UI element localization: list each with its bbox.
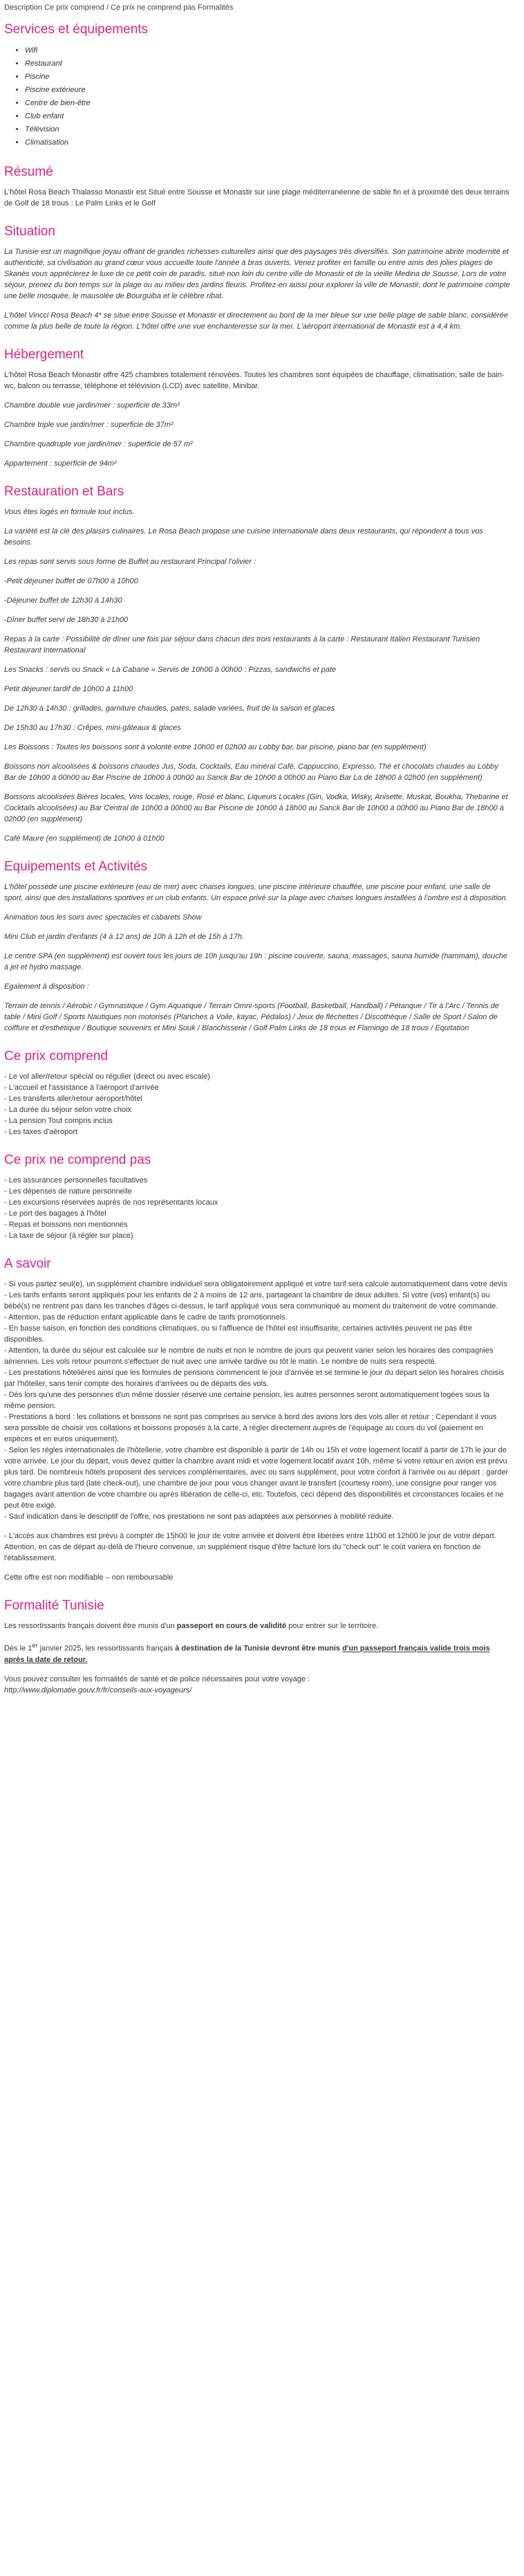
list-item: • Piscine extérieure [25, 84, 512, 97]
bold-text: passeport en cours de validité [176, 1622, 287, 1630]
list-item: - Le port des bagages à l'hôtel [4, 1209, 106, 1218]
resume-text: L'hôtel Rosa Beach Thalasso Monastir est Situé entre Sousse et Monastir sur une plage méditerranéenne de sable fin et à proximité des deux terrains de Golf de 18 trous : Le Palm Links et le Golf [4, 188, 509, 208]
hebergement-title: Hébergement [4, 347, 84, 362]
restauration-paragraph: Les Boissons : Toutes les boissons sont à volonté entre 10h00 et 02h00 au Lobby bar, bar piscine, piano bar (en supplément) [4, 743, 427, 751]
comprend-title: Ce prix comprend [4, 1049, 108, 1063]
text-span: pour entrer sur le territoire. [286, 1622, 379, 1630]
savoir-item: - Dès lors qu'une des personnes d'un même dossier réserve une certaine pension, les autres personnes seront automatiquement logées sous la même pension. [4, 1391, 489, 1410]
list-item: - L'accueil et l'assistance à l'aéroport d'arrivée [4, 1084, 159, 1092]
text-span: Les ressortissants français doivent être munis d'un [4, 1622, 177, 1630]
meal-time: -Petit déjeuner buffet de 07h00 à 10h00 [4, 577, 138, 585]
list-item: - La taxe de séjour (à régler sur place) [4, 1232, 133, 1240]
diplomatie-link[interactable]: http://www.diplomatie.gouv.fr/fr/conseils-aux-voyageurs/ [4, 1686, 192, 1695]
savoir-item: - Sauf indication dans le descriptif de l'offre, nos prestations ne sont pas adaptées aux personnes à mobilité réduite. [4, 1513, 394, 1521]
restauration-paragraph: Les repas sont servis sous forme de Buffet au restaurant Principal l'olivier : [4, 558, 256, 566]
situation-paragraph: L'hôtel Vincci Rosa Beach 4* se situe entre Sousse et Monastir et directement au bord de la mer bleue sur une belle plage de sable blanc, considérée comme la plus belle de toute la région. L'hôtel offre une vue enchanteresse sur la mer. L'aéroport international de Monastir est à 4,4 km. [4, 311, 508, 331]
restauration-paragraph: Repas à la carte : Possibilité de dîner une fois par séjour dans chacun des trois restaurants à la carte : Restaurant Italien Restaurant Tunisien Restaurant International [4, 635, 480, 655]
savoir-item: - Les prestations hôtelières ainsi que les formules de pensions commencent le jour d'arrivée et se termine le jour du départ selon les horaires choisis par l'hôtelier, sans tenir compte des horaires d'arrivées ou de départs des vols. [4, 1369, 504, 1388]
list-item: • Centre de bien-être [25, 97, 512, 110]
restauration-paragraph: Vous êtes logés en formule tout inclus. [4, 508, 135, 516]
top-nav-text: Description Ce prix comprend / Ce prix ne comprend pas Formalités [4, 3, 234, 12]
savoir-item: - Les tarifs enfants seront appliqués pour les enfants de 2 à moins de 12 ans, partageant la chambre de deux adultes. Si votre (vos) enfant(s) ou bébé(s) ne rentrent pas dans les tranches d'âges ci-dessus, le tarif appliqué vous sera communiqué au moment du traitement de votre commande. [4, 1291, 498, 1310]
text-span: Vous pouvez consulter les formalités de santé et de police nécessaires pour votre voyage : [4, 1674, 310, 1683]
room-type: Chambre double vue jardin/mer : superficie de 33m² [4, 401, 180, 410]
savoir-item: - En basse saison, en fonction des conditions climatiques, ou si l'affluence de l'hôtel est insuffisante, certaines activités peuvent ne pas être disponibles. [4, 1324, 473, 1344]
list-item: • Piscine [25, 71, 512, 84]
equipements-title: Equipements et Activités [4, 859, 147, 874]
restauration-paragraph: Les Snacks : servis ou Snack « La Cabane » Servis de 10h00 à 00h00 : Pizzas, sandwichs et pate [4, 666, 337, 674]
meal-time: -Dîner buffet servi de 18h30 à 21h00 [4, 616, 129, 624]
situation-paragraph: La Tunisie est un magnifique joyau offrant de grandes richesses culturelles ainsi que des paysages très diversifiés. Son patrimoine abrite modernité et authenticité, sa civilisation au grand cœur vous accueille toute l'année à bras ouverts. Venez profiter en famille ou entre amis des jolies plages de Skanès vous apprécierez le luxe de ce petit coin de paradis, situé non loin du centre ville de Monastir et de la vieille Medina de Sousse. Lors de votre séjour, prenez du bon temps sur la plage ou au milieu des jardins fleuris. Profitez-en aussi pour explorer la ville de Monastir, dont le patrimoine compte une belle mosquée, le mausolée de Bourguiba et le célèbre ribat. [4, 248, 510, 300]
text-span: Dès le 1 [4, 1644, 32, 1653]
superscript: er [32, 1642, 38, 1649]
bold-text: à destination de la Tunisie devront être munis [175, 1644, 343, 1653]
list-item: • Wifi [25, 44, 512, 57]
room-type: Chambre quadruple vue jardin/mer : superficie de 57 m² [4, 440, 193, 448]
text-span: janvier 2025, les ressortissants français [37, 1644, 176, 1653]
savoir-item: - Si vous partez seul(e), un supplément chambre individuel sera obligatoirement appliqué et votre tarif sera calculé automatiquement dans votre devis [4, 1280, 507, 1288]
list-item: • Club enfant [25, 110, 512, 123]
comprend-list [4, 1071, 512, 1138]
equipements-paragraph: L'hôtel possède une piscine extérieure (eau de mer) avec chaises longues, une piscine intérieure chauffée, une piscine pour enfant, une salle de sport, ainsi que des installations sportives et un club enfants. Un espace privé sur la plage avec chaises longues installées à l'ombre est à disposition. [4, 883, 508, 902]
list-item: - Les assurances personnelles facultatives [4, 1176, 148, 1185]
restauration-paragraph: La variété est la clé des plaisirs culinaires. Le Rosa Beach propose une cuisine internationale dans deux restaurants, qui répondent à tous vos besoins. [4, 527, 483, 547]
list-item: • Climatisation [25, 136, 512, 149]
list-item: - Les transferts aller/retour aéroport/hôtel [4, 1095, 142, 1103]
equipements-paragraph: Le centre SPA (en supplément) est ouvert tous les jours de 10h jusqu'au 19h : piscine couverte, sauna, massages, sauna humide (hammam), douche à jet et hydro massage. [4, 952, 507, 971]
bold-underlined-text: d'un passeport français valide trois mois après la date de retour. [4, 1644, 490, 1664]
list-item: - Les dépenses de nature personnelle [4, 1187, 132, 1196]
list-item: - Les excursions réservées auprès de nos représentants locaux [4, 1198, 218, 1207]
restauration-title: Restauration et Bars [4, 484, 124, 499]
restauration-paragraph: De 15h30 au 17h30 : Crêpes, mini-gâteaux & glaces [4, 724, 181, 732]
equipements-paragraph: Terrain de tennis / Aérobic / Gymnastique / Gym Aquatique / Terrain Omni-sports (Football, Basketball, Handball) / Pétanque / Tir à l'Arc / Tennis de table / Mini Golf / Sports Nautiques non motorisés (Planches à Voile, kayac, Pédalos) / Jeux de fléchettes / Discothèque / Salle de Sport / Salon de coiffure et d'esthétique / Boutique souvenirs et Mini Souk / Blanchisserie / Golf Palm Links de 18 trous et Flamingo de 18 trous / Equitation [4, 1002, 499, 1032]
room-type: Chambre triple vue jardin/mer : superficie de 37m² [4, 421, 174, 429]
list-item: - Repas et boissons non mentionnés [4, 1221, 128, 1229]
restauration-paragraph: Boissons non alcoolisées & boissons chaudes Jus, Soda, Cocktails, Eau minéral Café, Cappuccino, Expresso, Thé et chocolats chaudes au Lobby Bar de 10h00 à 00h00 au Bar Piscine de 10h00 à 00h00 au Sanck Bar de 10h00 à 00h00 au Piano Bar La de 18h00 à 02h00 (en supplément) [4, 762, 498, 782]
restauration-paragraph: Café Maure (en supplément) de 10h00 à 01h00 [4, 834, 165, 843]
formalite-paragraph [4, 1640, 512, 1665]
equipements-paragraph: Animation tous les soirs avec spectacles et cabarets Show [4, 913, 202, 922]
hebergement-paragraph: L'hôtel Rosa Beach Monastir offre 425 chambres totalement rénovées. Toutes les chambres sont équipées de chauffage, climatisation, salle de bain-wc, balcon ou terrasse, téléphone et télévision (LCD) avec satellite, Minibar. [4, 371, 505, 390]
list-item: • Télévision [25, 123, 512, 136]
formalite-title: Formalité Tunisie [4, 1598, 104, 1613]
formalite-paragraph [4, 1674, 512, 1696]
savoir-item: - Attention, pas de réduction enfant applicable dans le cadre de tarifs promotionnels. [4, 1313, 288, 1322]
savoir-item: - Prestations à bord : les collations et boissons ne sont pas comprises au service à bord des avions lors des vols aller et retour ; Cependant il vous sera possible de choisir vos collations et boissons proposés à la carte, à régler directement auprès de l'équipage au cours du vol (paiement en espèces et en euros uniquement). [4, 1413, 497, 1443]
restauration-paragraph: Petit déjeuner tardif de 10h00 à 11h00 [4, 685, 133, 693]
savoir-item: - Selon les règles internationales de l'hôtellerie, votre chambre est disponible à partir de 14h ou 15h et votre logement locatif à partir de 17h le jour de votre arrivée. Le jour du départ, vous devez quitter la chambre avant midi et votre logement locatif avant 10h, même si votre retour en avion est prévu plus tard. De nombreux hôtels proposent des services complémentaires, avec ou sans supplément, pour votre confort à l'arrivée ou au départ : garder votre chambre plus tard (late check-out), une chambre de jour pour vous changer avant le transfert (courtesy room), une consigne pour ranger vos bagages avant attention de votre chambre ou après libération de celle-ci, etc. Toutefois, ceci dépend des disponibilités et circonstances locales et ne peut être exigé. [4, 1446, 509, 1510]
ne-comprend-title: Ce prix ne comprend pas [4, 1153, 151, 1167]
room-type: Appartement : superficie de 94m² [4, 459, 117, 468]
list-item: - La pension Tout compris inclus [4, 1117, 113, 1125]
restauration-paragraph: Boissons alcoolisées Bières locales, Vins locales, rouge, Rosé et blanc, Liqueurs Locales (Gin, Vodka, Wisky, Anisette, Muskat, Boukha, Thebarine et Cocktails alcoolisées) au Bar Central de 10h00 à 00h00 au Bar Piscine de 10h00 à 18h00 au Sanck Bar de 10h00 à 00h00 au Piano Bar de 18h00 à 02h00 (en supplément) [4, 793, 508, 823]
list-item: - Les taxes d'aéroport [4, 1128, 78, 1136]
resume-title: Résumé [4, 165, 53, 179]
meal-time: -Déjeuner buffet de 12h30 à 14h30 [4, 596, 122, 605]
services-list [4, 44, 512, 149]
situation-title: Situation [4, 224, 55, 239]
savoir-block [4, 1279, 512, 1522]
restauration-paragraph: De 12h30 à 14h30 : grillades, garniture chaudes, pates, salade variées, fruit de la saison et glaces [4, 704, 335, 713]
formalite-paragraph [4, 1620, 512, 1632]
list-item: - Le vol aller/retour spécial ou régulier (direct ou avec escale) [4, 1072, 210, 1081]
savoir-paragraph: Cette offre est non modifiable – non remboursable [4, 1573, 174, 1582]
equipements-paragraph: Egalement à disposition : [4, 983, 89, 991]
services-title: Services et équipements [4, 22, 149, 37]
savoir-item: - Attention, la durée du séjour est calculée sur le nombre de nuits et non le nombre de jours qui peuvent varier selon les horaires des compagnies aériennes. Les vols retour pourront s'effectuer de nuit avec une arrivée tardive ou tôt le matin. Le nombre de nuits sera respecté. [4, 1346, 494, 1366]
list-item: - La durée du séjour selon votre choix [4, 1106, 132, 1114]
ne-comprend-list [4, 1175, 512, 1241]
savoir-paragraph: - L'accès aux chambres est prévu à compter de 15h00 le jour de votre arrivée et doivent être libérées entre 11h00 et 12h00 le jour de votre départ. Attention, en cas de départ au-delà de l'heure convenue, un supplément risque d'être facturé lors du "check out" le coût variera en fonction de l'établissement. [4, 1532, 496, 1562]
list-item: • Restaurant [25, 57, 512, 71]
equipements-paragraph: Mini Club et jardin d'enfants (4 à 12 ans) de 10h à 12h et de 15h à 17h. [4, 933, 245, 941]
savoir-title: A savoir [4, 1257, 51, 1271]
